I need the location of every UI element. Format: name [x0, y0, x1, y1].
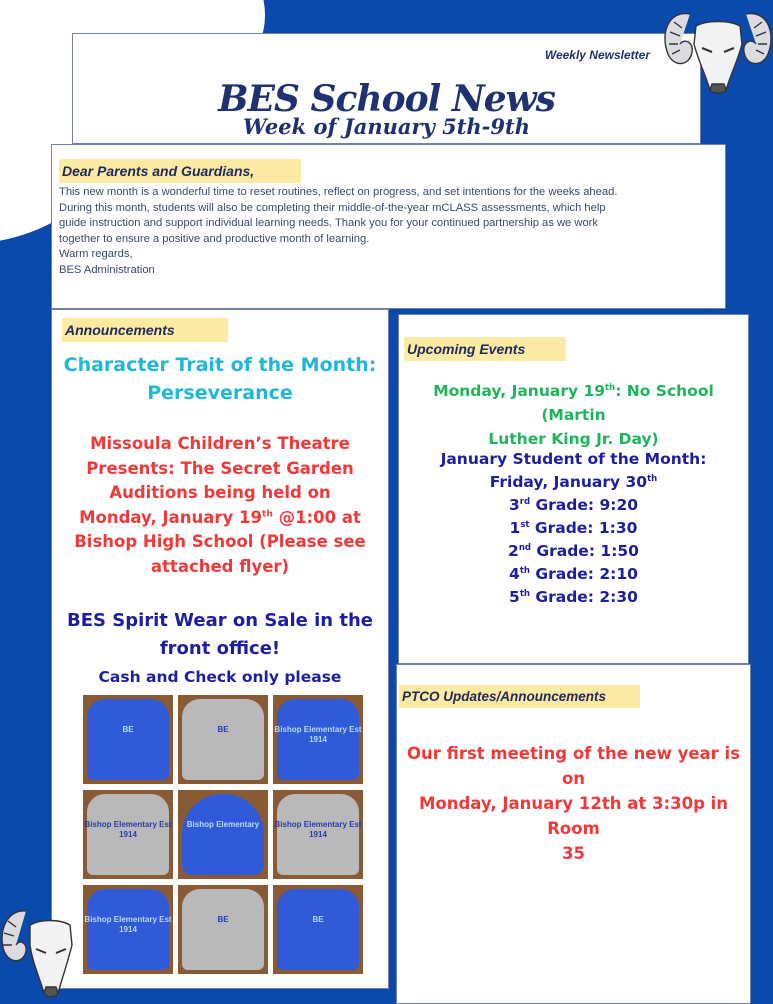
merch-photo: BE: [178, 695, 268, 784]
upcoming-events-section: [398, 314, 749, 664]
ordinal-suffix: th: [262, 509, 273, 519]
greeting-signature: BES Administration: [59, 263, 155, 276]
date-text: Friday, January 30: [489, 473, 648, 491]
grade-schedule-row: 1st Grade: 1:30: [509, 519, 638, 537]
greeting-line: This new month is a wonderful time to reset routines, reflect on progress, and set intentions for the weeks ahead.: [59, 186, 618, 198]
merch-photo: Bishop Elementary Est 1914: [273, 790, 363, 879]
ram-head-icon: [660, 4, 773, 96]
merch-photo: BE: [83, 695, 173, 784]
spirit-wear-line: front office!: [159, 638, 281, 659]
student-of-month-event: [399, 448, 748, 609]
character-trait: [52, 351, 388, 407]
mlk-date: Monday, January 19: [433, 382, 606, 400]
merch-photo: Bishop Elementary Est 1914: [83, 885, 173, 974]
ptco-heading: PTCO Updates/Announcements: [399, 685, 640, 708]
student-of-month-date: [399, 471, 748, 494]
spirit-wear-line: BES Spirit Wear on Sale in the: [67, 610, 373, 631]
merch-photo: Bishop Elementary Est 1914: [273, 695, 363, 784]
ptco-section: [396, 664, 751, 1004]
theatre-line: [72, 506, 368, 531]
ptco-line: 35: [562, 844, 585, 863]
ptco-line: Our first meeting of the new year is on: [406, 744, 741, 788]
week-subtitle: Week of January 5th-9th: [243, 114, 530, 139]
ram-head-icon: [0, 905, 80, 1000]
greeting-line: guide instruction and support individual learning needs. Thank you for your continued partnership as we work: [59, 217, 598, 229]
ptco-line: Monday, January 12th at 3:30p in Room: [418, 794, 729, 838]
newsletter-header: [72, 33, 701, 144]
mlk-line: Luther King Jr. Day): [488, 430, 659, 448]
merch-photo: BE: [178, 885, 268, 974]
grade-schedule-row: 2nd Grade: 1:50: [508, 542, 639, 560]
ordinal-suffix: th: [605, 382, 616, 393]
greeting-body: [59, 185, 718, 278]
theatre-line: Missoula Children’s Theatre: [90, 434, 350, 453]
merch-photo: Bishop Elementary Est 1914: [83, 790, 173, 879]
ptco-meeting-announcement: [397, 741, 750, 866]
theatre-date: Monday, January 19: [79, 507, 263, 527]
character-trait-value: Perseverance: [147, 382, 293, 404]
announcements-section: [51, 309, 389, 989]
announcements-heading: Announcements: [62, 318, 228, 342]
newsletter-title: BES School News: [218, 78, 555, 120]
spirit-wear-announcement: [52, 607, 388, 663]
merch-photo: BE: [273, 885, 363, 974]
greeting-heading: Dear Parents and Guardians,: [59, 159, 301, 183]
theatre-announcement: [52, 432, 388, 579]
mlk-desc: : No School (Martin: [541, 382, 714, 424]
merch-photo: Bishop Elementary: [178, 790, 268, 879]
theatre-line: attached flyer): [150, 556, 290, 576]
ordinal-suffix: th: [647, 473, 658, 484]
greeting-line: During this month, students will also be completing their middle-of-the-year mCLASS assessments, which help: [59, 201, 606, 214]
theatre-time: @1:00 at: [272, 507, 361, 527]
character-trait-title: Character Trait of the Month:: [63, 354, 377, 376]
upcoming-events-heading: Upcoming Events: [404, 337, 566, 361]
grade-schedule-row: 3rd Grade: 9:20: [508, 496, 639, 514]
grade-schedule-row: 4th Grade: 2:10: [509, 565, 638, 583]
mlk-no-school-event: [399, 379, 748, 451]
student-of-month-title: January Student of the Month:: [440, 450, 707, 468]
theatre-line: Bishop High School (Please see: [74, 532, 366, 551]
spirit-wear-photo-grid: [83, 695, 363, 974]
theatre-line: Auditions being held on: [109, 483, 331, 502]
grade-schedule-row: 5th Grade: 2:30: [509, 588, 638, 606]
payment-note: Cash and Check only please: [98, 668, 342, 686]
greeting-section: [51, 144, 726, 309]
greeting-line: together to ensure a positive and productive month of learning.: [59, 232, 370, 245]
theatre-line: Presents: The Secret Garden: [86, 458, 354, 478]
mlk-line: [403, 379, 744, 427]
weekly-newsletter-tag: Weekly Newsletter: [544, 48, 650, 62]
greeting-signoff: Warm regards,: [59, 248, 133, 260]
